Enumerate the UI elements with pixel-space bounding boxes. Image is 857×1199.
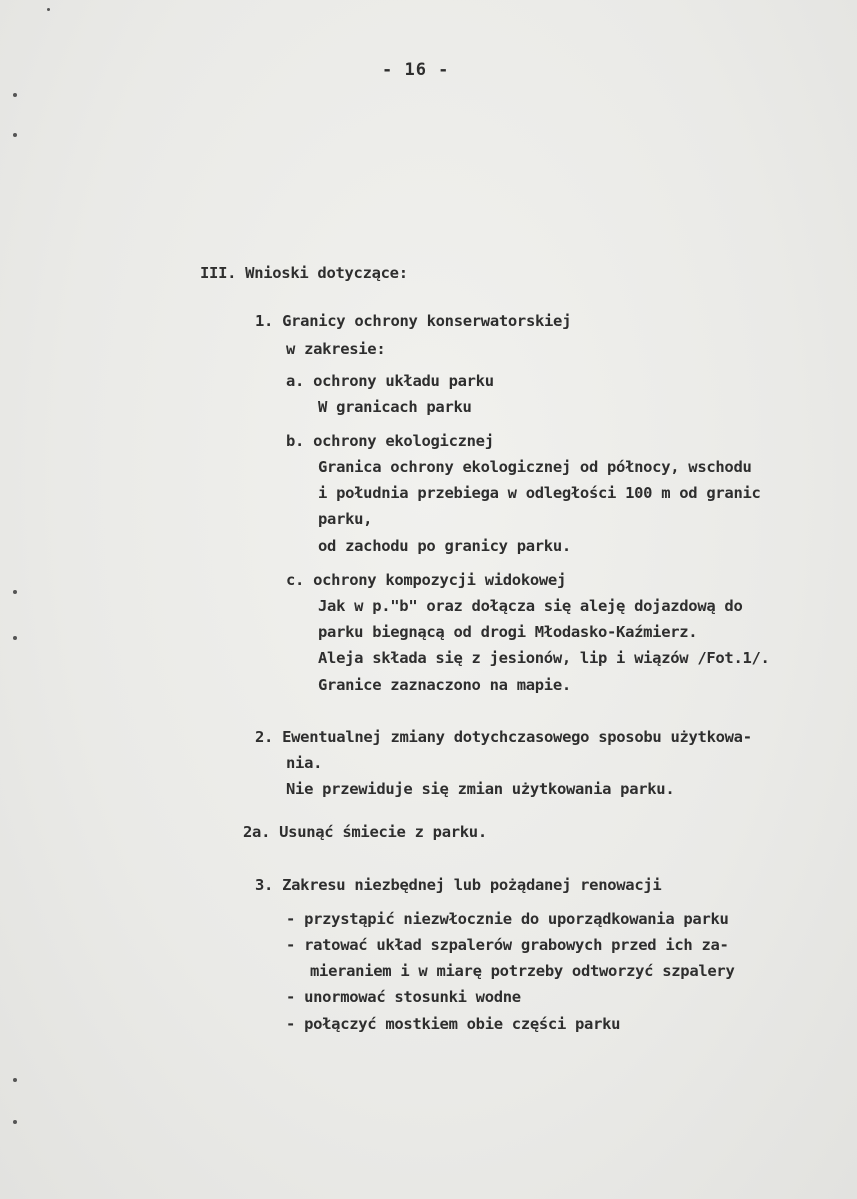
punch-mark bbox=[13, 133, 17, 137]
subitem-c-text: Granice zaznaczono na mapie. bbox=[318, 676, 571, 694]
item-1-title: 1. Granicy ochrony konserwatorskiej bbox=[255, 312, 572, 330]
subitem-b-text: i południa przebiega w odległości 100 m od granic bbox=[318, 484, 761, 502]
punch-mark bbox=[13, 93, 17, 97]
subitem-a-text: W granicach parku bbox=[318, 398, 472, 416]
punch-mark bbox=[13, 1078, 17, 1082]
subitem-b-text: parku, bbox=[318, 510, 373, 528]
subitem-b-text: od zachodu po granicy parku. bbox=[318, 537, 571, 555]
subitem-c-text: Aleja składa się z jesionów, lip i wiązów /Fot.1/. bbox=[318, 649, 770, 667]
section-heading: III. Wnioski dotyczące: bbox=[200, 264, 408, 282]
item-3-bullet: mieraniem i w miarę potrzeby odtworzyć szpalery bbox=[310, 962, 735, 980]
punch-mark bbox=[47, 8, 50, 11]
page-number: - 16 - bbox=[382, 60, 450, 80]
item-3-title: 3. Zakresu niezbędnej lub pożądanej renowacji bbox=[255, 876, 662, 894]
subitem-c-text: Jak w p."b" oraz dołącza się aleję dojazdową do bbox=[318, 597, 743, 615]
subitem-c-text: parku biegnącą od drogi Młodasko-Kaźmierz. bbox=[318, 623, 698, 641]
item-3-bullet: - przystąpić niezwłocznie do uporządkowania parku bbox=[286, 910, 729, 928]
punch-mark bbox=[13, 1120, 17, 1124]
item-1-subtitle: w zakresie: bbox=[286, 340, 386, 358]
item-2a: 2a. Usunąć śmiecie z parku. bbox=[243, 823, 487, 841]
item-2-text: Nie przewiduje się zmian użytkowania parku. bbox=[286, 780, 675, 798]
subitem-b-title: b. ochrony ekologicznej bbox=[286, 432, 494, 450]
subitem-c-title: c. ochrony kompozycji widokowej bbox=[286, 571, 566, 589]
item-3-bullet: - unormować stosunki wodne bbox=[286, 988, 521, 1006]
punch-mark bbox=[13, 636, 17, 640]
item-3-bullet: - ratować układ szpalerów grabowych przed ich za- bbox=[286, 936, 729, 954]
item-2-title: nia. bbox=[286, 754, 323, 772]
punch-mark bbox=[13, 590, 17, 594]
item-3-bullet: - połączyć mostkiem obie części parku bbox=[286, 1015, 621, 1033]
subitem-a-title: a. ochrony układu parku bbox=[286, 372, 494, 390]
subitem-b-text: Granica ochrony ekologicznej od północy, wschodu bbox=[318, 458, 752, 476]
item-2-title: 2. Ewentualnej zmiany dotychczasowego sposobu użytkowa- bbox=[255, 728, 752, 746]
